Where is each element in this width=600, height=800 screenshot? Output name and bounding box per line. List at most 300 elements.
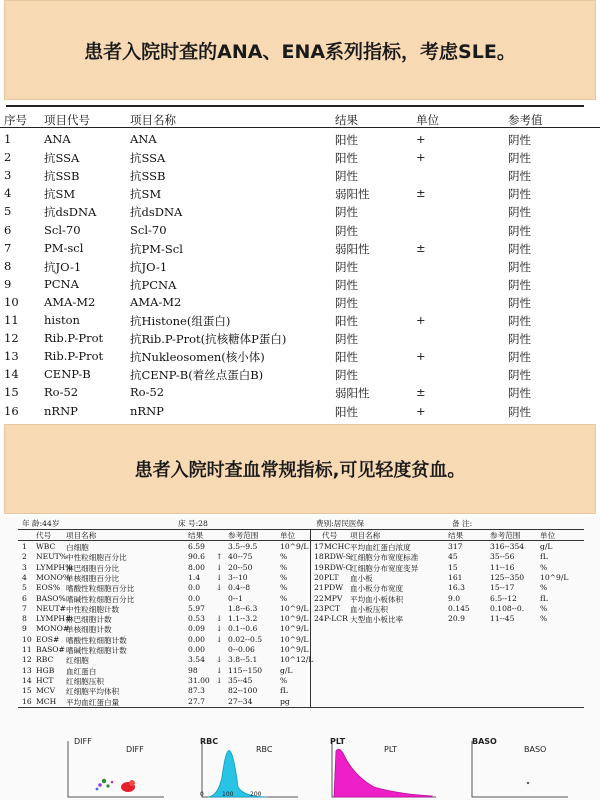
row-code: PM-scl bbox=[44, 240, 84, 255]
ana-table-row bbox=[0, 293, 600, 311]
cbc-name: 平均血红蛋白量 bbox=[66, 697, 120, 707]
row-code: Rib.P-Prot bbox=[44, 349, 104, 364]
row-code: 抗dsDNA bbox=[44, 205, 97, 220]
row-index: 2 bbox=[4, 150, 12, 165]
left-header-unit: 单位 bbox=[280, 531, 296, 540]
cbc-seq: 11 bbox=[22, 645, 32, 654]
cbc-name: 红细胞压积 bbox=[66, 676, 104, 686]
left-header-code: 代号 bbox=[36, 531, 52, 540]
row-reference: 阴性 bbox=[508, 169, 531, 184]
ana-ena-report bbox=[0, 102, 600, 420]
row-unit: + bbox=[416, 403, 426, 418]
cbc-range: 0--0.06 bbox=[228, 645, 255, 654]
cbc-flag: ↓ bbox=[216, 655, 223, 665]
cbc-range: 0.4--8 bbox=[228, 583, 251, 593]
row-name: 抗dsDNA bbox=[130, 205, 183, 220]
cbc-unit: g/L bbox=[540, 542, 553, 551]
cbc-name: 单核细胞百分比 bbox=[66, 573, 120, 583]
cbc-unit: fL bbox=[540, 593, 548, 603]
row-reference: 阴性 bbox=[508, 241, 531, 256]
cbc-name: 嗜碱性粒细胞百分比 bbox=[66, 594, 135, 604]
right-header-code: 代号 bbox=[322, 531, 338, 540]
cbc-seq: 8 bbox=[22, 614, 27, 624]
cbc-result: 45 bbox=[448, 552, 458, 562]
row-result: 阴性 bbox=[335, 169, 358, 184]
cbc-range: 1.8--6.3 bbox=[228, 603, 258, 613]
row-reference: 阴性 bbox=[508, 295, 531, 310]
cbc-range: 3--10 bbox=[228, 572, 248, 582]
cbc-name: 大型血小板比率 bbox=[350, 615, 404, 625]
row-code: 抗JO-1 bbox=[44, 259, 82, 274]
row-reference: 阴性 bbox=[508, 133, 531, 147]
cbc-flag: ↓ bbox=[216, 675, 223, 685]
diff-scattergram bbox=[64, 737, 166, 800]
plt-plot-title: PLT bbox=[330, 737, 346, 746]
cbc-result: 8.00 bbox=[188, 562, 205, 572]
cbc-code: MCV bbox=[36, 686, 56, 696]
cbc-flag: ↓ bbox=[216, 665, 223, 675]
cbc-seq: 7 bbox=[22, 603, 27, 613]
cbc-unit: % bbox=[280, 675, 288, 685]
row-unit: + bbox=[416, 132, 426, 146]
cbc-name: 红细胞平均体积 bbox=[66, 687, 120, 697]
row-index: 15 bbox=[4, 385, 19, 400]
row-reference: 阴性 bbox=[508, 332, 531, 347]
row-code: 抗SM bbox=[44, 187, 76, 202]
cbc-name: 血红蛋白 bbox=[66, 666, 97, 676]
row-name: 抗Nukleosomen(核小体) bbox=[130, 350, 265, 365]
rbc-tick-200: 200 bbox=[250, 791, 262, 798]
left-header-range: 参考范围 bbox=[228, 531, 259, 540]
row-index: 14 bbox=[4, 367, 19, 382]
cbc-code: BASO% bbox=[36, 593, 66, 603]
cbc-range: 3.8--5.1 bbox=[228, 655, 258, 665]
row-name: 抗JO-1 bbox=[130, 259, 168, 274]
cbc-code: P-LCR bbox=[324, 614, 348, 624]
middle-caption-text: 患者入院时查血常规指标,可见轻度贫血。 bbox=[134, 460, 466, 481]
cbc-unit: 10^9/L bbox=[540, 572, 569, 582]
fee-type: 费别:居民医保 bbox=[316, 519, 365, 528]
cbc-seq: 15 bbox=[22, 686, 32, 696]
cbc-name: 红细胞分布宽度标准 bbox=[350, 553, 419, 563]
row-code: Ro-52 bbox=[44, 385, 79, 400]
cbc-name: 血小板 bbox=[350, 573, 373, 583]
ana-table-row bbox=[0, 202, 600, 220]
cbc-unit: g/L bbox=[280, 665, 293, 675]
row-name: ANA bbox=[130, 132, 157, 146]
cbc-seq: 3 bbox=[22, 562, 27, 572]
cbc-code: BASO# bbox=[36, 645, 65, 654]
cbc-seq: 23 bbox=[314, 603, 324, 613]
right-header-unit: 单位 bbox=[540, 531, 556, 540]
cbc-result: 161 bbox=[448, 572, 463, 582]
cbc-result: 0.00 bbox=[188, 634, 205, 644]
ana-table-row bbox=[0, 275, 600, 293]
cbc-code: PCT bbox=[324, 603, 340, 613]
header-reference: 参考值 bbox=[508, 113, 543, 127]
cbc-name: 嗜酸性粒细胞百分比 bbox=[66, 584, 135, 594]
cbc-unit: pg bbox=[280, 696, 290, 706]
cbc-range: 125--350 bbox=[490, 572, 525, 582]
left-header-name: 项目名称 bbox=[66, 531, 97, 540]
cbc-seq: 6 bbox=[22, 593, 27, 603]
cbc-name: 单核细胞计数 bbox=[66, 625, 112, 635]
row-reference: 阴性 bbox=[508, 314, 531, 328]
row-name: AMA-M2 bbox=[130, 294, 182, 309]
header-index: 序号 bbox=[4, 113, 27, 127]
cbc-result: 6.59 bbox=[188, 542, 205, 551]
ana-table-row bbox=[0, 257, 600, 275]
cbc-code: PLT bbox=[324, 572, 339, 582]
row-unit: ± bbox=[416, 240, 426, 255]
cbc-code: RDW-S bbox=[324, 552, 351, 562]
row-code: Rib.P-Prot bbox=[44, 331, 104, 346]
cbc-unit: 10^9/L bbox=[280, 614, 309, 624]
cbc-seq: 19 bbox=[314, 562, 324, 572]
row-code: 抗SSB bbox=[44, 169, 80, 184]
cbc-seq: 24 bbox=[314, 614, 324, 624]
cbc-name: 淋巴细胞计数 bbox=[66, 615, 112, 625]
row-name: 抗PCNA bbox=[130, 277, 177, 292]
row-reference: 阴性 bbox=[508, 277, 531, 292]
cbc-unit: % bbox=[540, 614, 548, 624]
cbc-seq: 9 bbox=[22, 624, 27, 634]
row-index: 16 bbox=[4, 403, 19, 418]
cbc-range: 3.5--9.5 bbox=[228, 542, 258, 551]
cbc-result: 0.145 bbox=[448, 603, 470, 613]
cbc-unit: % bbox=[280, 562, 288, 572]
row-unit: ± bbox=[416, 385, 426, 400]
cbc-result: 0.0 bbox=[188, 583, 201, 593]
cbc-unit: fL bbox=[280, 686, 288, 696]
cbc-code: NEUT% bbox=[36, 552, 67, 562]
cbc-code: RDW-C bbox=[324, 562, 352, 572]
plt-histogram bbox=[328, 737, 438, 800]
cbc-result: 5.97 bbox=[188, 603, 205, 613]
row-name: 抗PM-Scl bbox=[130, 241, 183, 256]
header-result: 结果 bbox=[335, 113, 358, 127]
ana-table-row bbox=[0, 166, 600, 184]
cbc-seq: 10 bbox=[22, 634, 32, 644]
cbc-seq: 20 bbox=[314, 572, 324, 582]
cbc-result: 31.00 bbox=[188, 675, 210, 685]
row-result: 阴性 bbox=[335, 259, 358, 274]
cbc-range: 0.108--0. bbox=[490, 603, 525, 613]
rbc-plot-title: RBC bbox=[200, 737, 219, 746]
ana-table-row bbox=[0, 383, 600, 401]
row-result: 阳性 bbox=[335, 133, 358, 147]
cbc-unit: 10^12/L bbox=[280, 655, 314, 665]
right-header-result: 结果 bbox=[448, 531, 464, 540]
row-name: 抗Rib.P-Prot(抗核糖体P蛋白) bbox=[130, 332, 287, 347]
row-reference: 阴性 bbox=[508, 259, 531, 274]
cbc-range: 115--150 bbox=[228, 665, 263, 675]
patient-age: 年 龄:44岁 bbox=[22, 519, 60, 528]
row-name: 抗SSB bbox=[130, 169, 166, 184]
cbc-range: 0.1--0.6 bbox=[228, 624, 258, 634]
row-name: Scl-70 bbox=[130, 222, 167, 237]
cbc-seq: 5 bbox=[22, 583, 27, 593]
row-index: 11 bbox=[4, 313, 19, 327]
remark: 备 注: bbox=[452, 519, 473, 528]
row-name: 抗SSA bbox=[130, 151, 166, 166]
row-index: 4 bbox=[4, 186, 12, 201]
cbc-range: 0--1 bbox=[228, 593, 243, 603]
cbc-seq: 22 bbox=[314, 593, 324, 603]
row-code: Scl-70 bbox=[44, 222, 81, 237]
row-result: 弱阳性 bbox=[335, 187, 370, 202]
row-result: 阳性 bbox=[335, 314, 358, 328]
header-code: 项目代号 bbox=[44, 113, 90, 127]
cbc-unit: 10^9/L bbox=[280, 634, 309, 644]
cbc-unit: % bbox=[280, 572, 288, 582]
row-unit: + bbox=[416, 349, 426, 364]
cbc-code: LYMPH% bbox=[36, 562, 73, 572]
cbc-seq: 2 bbox=[22, 552, 27, 562]
row-result: 弱阳性 bbox=[335, 241, 370, 256]
cbc-range: 0.02--0.5 bbox=[228, 634, 263, 644]
cbc-name: 白细胞 bbox=[66, 543, 89, 552]
ana-table-row bbox=[0, 184, 600, 202]
middle-caption-banner bbox=[4, 424, 596, 514]
cbc-unit: % bbox=[540, 562, 548, 572]
right-header-range: 参考范围 bbox=[490, 531, 521, 540]
row-result: 阳性 bbox=[335, 151, 358, 166]
cbc-seq: 21 bbox=[314, 583, 324, 593]
cbc-unit: 10^9/L bbox=[280, 542, 309, 551]
cbc-range: 1.1--3.2 bbox=[228, 614, 258, 624]
cbc-code: LYMPH# bbox=[36, 614, 72, 624]
plt-plot-name: PLT bbox=[384, 745, 398, 754]
rbc-plot-name: RBC bbox=[256, 745, 273, 754]
cbc-name: 中性粒细胞计数 bbox=[66, 604, 120, 614]
row-result: 阴性 bbox=[335, 205, 358, 220]
diff-plot-title: DIFF bbox=[74, 737, 92, 746]
cbc-code: EOS# bbox=[36, 634, 60, 644]
cbc-range: 316--354 bbox=[490, 542, 525, 551]
row-name: 抗Histone(组蛋白) bbox=[130, 314, 231, 328]
cbc-name: 红细胞 bbox=[66, 656, 89, 666]
cbc-seq: 12 bbox=[22, 655, 32, 665]
row-reference: 阴性 bbox=[508, 205, 531, 220]
row-reference: 阴性 bbox=[508, 151, 531, 166]
cbc-range: 20--50 bbox=[228, 562, 253, 572]
row-result: 阴性 bbox=[335, 332, 358, 347]
row-unit: + bbox=[416, 150, 426, 165]
cbc-code: MCH bbox=[36, 696, 57, 706]
row-index: 3 bbox=[4, 168, 12, 183]
row-name: Ro-52 bbox=[130, 385, 165, 400]
top-caption-banner bbox=[4, 0, 596, 100]
row-reference: 阴性 bbox=[508, 404, 531, 419]
cbc-code: WBC bbox=[36, 542, 56, 551]
cbc-result: 317 bbox=[448, 542, 463, 551]
row-result: 阴性 bbox=[335, 223, 358, 238]
header-name: 项目名称 bbox=[130, 113, 176, 127]
cbc-range: 27--34 bbox=[228, 696, 253, 706]
ana-table-row bbox=[0, 311, 600, 329]
baso-scattergram bbox=[468, 737, 570, 800]
cbc-code: NEUT# bbox=[36, 603, 67, 613]
cbc-flag: ↓ bbox=[216, 572, 223, 582]
cbc-flag: ↓ bbox=[216, 634, 223, 644]
cbc-result: 87.3 bbox=[188, 686, 205, 696]
cbc-seq: 1 bbox=[22, 542, 27, 551]
right-header-name: 项目名称 bbox=[350, 531, 381, 540]
row-index: 1 bbox=[4, 132, 12, 146]
cbc-seq: 4 bbox=[22, 572, 27, 582]
cbc-range: 6.5--12 bbox=[490, 593, 517, 603]
cbc-code: HCT bbox=[36, 675, 54, 685]
ana-table-row bbox=[0, 347, 600, 365]
rbc-tick-100: 100 bbox=[222, 791, 234, 798]
cbc-unit: % bbox=[280, 583, 288, 593]
cbc-result: 15 bbox=[448, 562, 458, 572]
ana-table-row bbox=[0, 221, 600, 239]
row-unit: + bbox=[416, 313, 426, 327]
row-code: ANA bbox=[44, 132, 71, 146]
row-code: CENP-B bbox=[44, 367, 91, 382]
cbc-unit: 10^9/L bbox=[280, 603, 309, 613]
row-index: 6 bbox=[4, 222, 12, 237]
cbc-code: MPV bbox=[324, 593, 343, 603]
cbc-result: 1.4 bbox=[188, 572, 201, 582]
row-name: 抗CENP-B(着丝点蛋白B) bbox=[130, 368, 264, 383]
report-top-line bbox=[6, 105, 584, 107]
baso-plot-title: BASO bbox=[472, 737, 497, 746]
cbc-code: MONO% bbox=[36, 572, 71, 582]
row-unit: ± bbox=[416, 186, 426, 201]
cbc-result: 0.0 bbox=[188, 593, 201, 603]
cbc-unit: % bbox=[540, 603, 548, 613]
cbc-code: PDW bbox=[324, 583, 344, 593]
cbc-unit: % bbox=[280, 552, 288, 562]
ana-table-row bbox=[0, 402, 600, 420]
row-reference: 阴性 bbox=[508, 223, 531, 238]
cbc-name: 红细胞分布宽度变异 bbox=[350, 563, 419, 573]
ana-table-row bbox=[0, 329, 600, 347]
cbc-result: 16.3 bbox=[448, 583, 465, 593]
cbc-result: 20.9 bbox=[448, 614, 465, 624]
row-code: 抗SSA bbox=[44, 151, 80, 166]
cbc-seq: 18 bbox=[314, 552, 324, 562]
header-unit: 单位 bbox=[416, 113, 439, 127]
row-name: 抗SM bbox=[130, 187, 162, 202]
ana-table-row bbox=[0, 239, 600, 257]
row-name: nRNP bbox=[130, 403, 164, 418]
cbc-unit: fL bbox=[540, 552, 548, 562]
cbc-seq: 14 bbox=[22, 675, 32, 685]
cbc-column-divider bbox=[310, 529, 311, 707]
row-index: 9 bbox=[4, 276, 12, 291]
cbc-flag: ↑ bbox=[216, 552, 223, 562]
cbc-range: 11--16 bbox=[490, 562, 515, 572]
row-result: 阳性 bbox=[335, 350, 358, 365]
left-header-result: 结果 bbox=[188, 531, 204, 540]
cbc-range: 35--56 bbox=[490, 552, 515, 562]
row-index: 10 bbox=[4, 294, 19, 309]
cbc-range: 35--45 bbox=[228, 675, 253, 685]
cbc-code: EOS% bbox=[36, 583, 61, 593]
cbc-code: RBC bbox=[36, 655, 54, 665]
row-index: 13 bbox=[4, 349, 19, 364]
row-reference: 阴性 bbox=[508, 350, 531, 365]
cbc-flag: ↓ bbox=[216, 624, 223, 634]
cbc-result: 9.0 bbox=[448, 593, 461, 603]
row-result: 阴性 bbox=[335, 368, 358, 383]
cbc-result: 0.09 bbox=[188, 624, 205, 634]
cbc-result: 3.54 bbox=[188, 655, 205, 665]
cbc-flag: ↓ bbox=[216, 583, 223, 593]
top-caption-text: 患者入院时查的ANA、ENA系列指标，考虑SLE。 bbox=[84, 40, 516, 63]
row-code: AMA-M2 bbox=[44, 294, 96, 309]
cbc-name: 中性粒细胞百分比 bbox=[66, 553, 127, 563]
cbc-flag: ↓ bbox=[216, 614, 223, 624]
row-index: 12 bbox=[4, 331, 19, 346]
cbc-seq: 13 bbox=[22, 665, 32, 675]
bed-number: 床 号:28 bbox=[178, 519, 208, 528]
row-reference: 阴性 bbox=[508, 187, 531, 202]
row-reference: 阴性 bbox=[508, 386, 531, 401]
ana-table-row bbox=[0, 130, 600, 148]
cbc-code: MONO# bbox=[36, 624, 70, 634]
cbc-range: 15--17 bbox=[490, 583, 515, 593]
cbc-name: 淋巴细胞百分比 bbox=[66, 563, 120, 573]
row-code: PCNA bbox=[44, 276, 79, 291]
cbc-code: HGB bbox=[36, 665, 55, 675]
cbc-name: 血小板压积 bbox=[350, 604, 388, 614]
cbc-name: 平均血小板体积 bbox=[350, 594, 404, 604]
cbc-name: 嗜碱性粒细胞计数 bbox=[66, 646, 127, 655]
cbc-unit: 10^9/L bbox=[280, 624, 309, 634]
row-result: 阳性 bbox=[335, 404, 358, 419]
ana-table-row bbox=[0, 365, 600, 383]
rbc-histogram bbox=[198, 737, 300, 800]
row-index: 8 bbox=[4, 258, 12, 273]
cbc-seq: 16 bbox=[22, 696, 32, 706]
cbc-range: 11--45 bbox=[490, 614, 515, 624]
row-reference: 阴性 bbox=[508, 368, 531, 383]
cbc-result: 0.53 bbox=[188, 614, 205, 624]
cbc-flag: ↓ bbox=[216, 562, 223, 572]
cbc-result: 98 bbox=[188, 665, 198, 675]
cbc-result: 27.7 bbox=[188, 696, 205, 706]
row-result: 弱阳性 bbox=[335, 386, 370, 401]
cbc-name: 平均血红蛋白浓度 bbox=[350, 543, 411, 552]
row-index: 7 bbox=[4, 240, 12, 255]
cbc-result: 0.00 bbox=[188, 645, 205, 654]
row-index: 5 bbox=[4, 204, 12, 219]
row-code: histon bbox=[44, 313, 80, 327]
cbc-unit: % bbox=[280, 593, 288, 603]
diff-plot-name: DIFF bbox=[126, 745, 144, 754]
cbc-name: 嗜酸性粒细胞计数 bbox=[66, 635, 127, 645]
cbc-unit: 10^9/L bbox=[280, 645, 309, 654]
cbc-code: MCHC bbox=[324, 542, 351, 551]
ana-table-row bbox=[0, 148, 600, 166]
row-result: 阴性 bbox=[335, 295, 358, 310]
ana-table-header bbox=[0, 110, 600, 128]
cbc-range: 82--100 bbox=[228, 686, 258, 696]
baso-plot-name: BASO bbox=[524, 745, 547, 754]
row-result: 阴性 bbox=[335, 277, 358, 292]
rbc-tick-0: 0 bbox=[200, 791, 204, 798]
cbc-result: 90.6 bbox=[188, 552, 205, 562]
row-code: nRNP bbox=[44, 403, 78, 418]
cbc-unit: % bbox=[540, 583, 548, 593]
cbc-range: 40--75 bbox=[228, 552, 253, 562]
cbc-name: 血小板分布宽度 bbox=[350, 584, 404, 594]
